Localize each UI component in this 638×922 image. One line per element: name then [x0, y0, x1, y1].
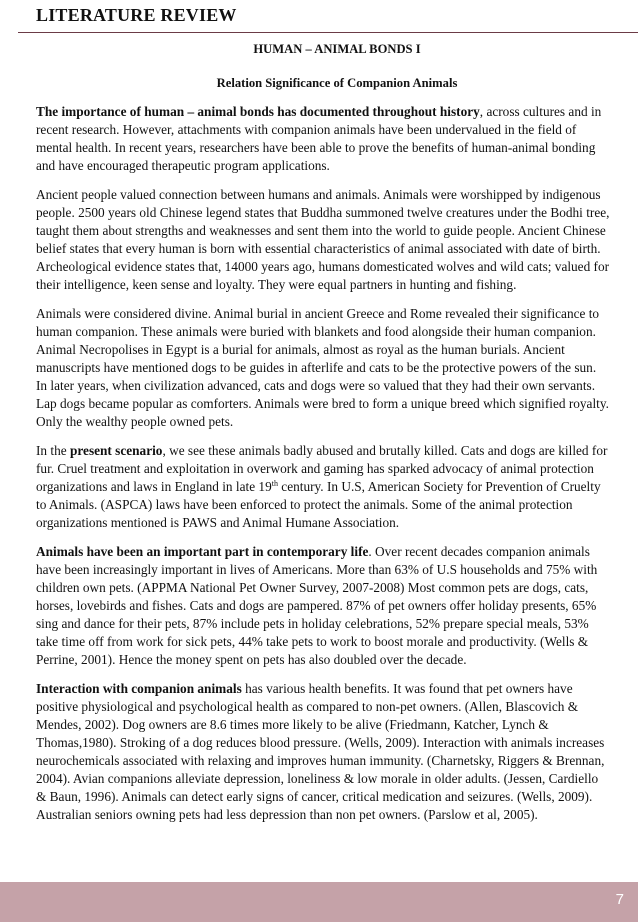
document-body [36, 40, 610, 824]
paragraph-importance [36, 103, 610, 175]
main-heading: HUMAN – ANIMAL BONDS I [253, 42, 421, 56]
sub-heading: Relation Significance of Companion Animals [216, 76, 458, 90]
paragraph-text: century. In U.S, American Society for Prevention of Cruelty to Animals. (ASPCA) laws have been enforced to protect the animals. Some of the animal protection organizations mentioned is PAWS and Animal Humane Association. [36, 479, 601, 530]
paragraph-ancient-people: Ancient people valued connection between humans and animals. Animals were worshipped by indigenous people. 2500 years old Chinese legend states that Buddha summoned twelve creatures under the Bodhi tree, taught them about strengths and weaknesses and sent them into the world to guide people. Ancient Chinese belief states that every human is born with essential characteristics of animal associated with date of birth. Archeological evidence states that, 14000 years ago, humans domesticated wolves and wild cats; valued for their intelligence, keen sense and loyalty. They were equal partners in hunting and fishing. [36, 187, 610, 292]
superscript-suffix: th [271, 479, 278, 488]
header-divider [18, 32, 638, 33]
paragraph-text: . Over recent decades companion animals have been increasingly important in lives of Americans. More than 63% of U.S households and 75% with children own pets. (APPMA National Pet Owner Survey, 2007-2008) Most common pets are dogs, cats, horses, lovebirds and fishes. Cats and dogs are pampered. 87% of pet owners offer holiday presents, 65% sing and dance for their pets, 87% include pets in holiday celebrations, 52% prepare special meals, 53% take time off from work for sick pets, 44% take pets to work to boost morale and productivity. (Wells & Perrine, 2001). Hence the money spent on pets has also doubled over the decade. [36, 544, 598, 667]
paragraph-inline-bold: present scenario [69, 443, 163, 458]
section-title: LITERATURE REVIEW [36, 5, 237, 25]
paragraph-lead-bold: Animals have been an important part in contemporary life [36, 544, 369, 559]
paragraph-text: , we see these animals badly abused and brutally killed. Cats and dogs are killed for fur. Cruel treatment and exploitation in overwork and gaming has sparked advocacy of animal protection organizations and laws in England in late 19 [36, 443, 608, 494]
paragraph-lead-bold: Interaction with companion animals [36, 681, 242, 696]
paragraph-lead-bold: The importance of human – animal bonds has documented throughout history [36, 104, 480, 119]
paragraph-text: In the [36, 443, 70, 458]
paragraph-contemporary-life [36, 543, 610, 669]
paragraph-animals-divine: Animals were considered divine. Animal burial in ancient Greece and Rome revealed their significance to human companion. These animals were buried with blankets and food alongside their human companion. Animal Necropolises in Egypt is a burial for animals, almost as royal as the human burials. Ancient manuscripts have mentioned dogs to be guides in afterlife and cats to be the protective powers of the sun. In later years, when civilization advanced, cats and dogs were so valued that they had their own servants. Lap dogs became popular as comforters. Animals were bred to form a unique breed which signified royalty. Only the wealthy people owned pets. [36, 306, 609, 429]
paragraph-text: , across cultures and in recent research. However, attachments with companion animals have been undervalued in the field of mental health. In recent years, researchers have been able to prove the benefits of human-animal bonding and have encouraged therapeutic program applications. [36, 104, 602, 173]
paragraph-health-benefits [36, 680, 610, 824]
page-header [0, 0, 638, 38]
paragraph-text: has various health benefits. It was found that pet owners have positive physiological and psychological health as compared to non-pet owners. (Allen, Blascovich & Mendes, 2002). Dog owners are 8.6 times more likely to be alive (Friedmann, Katcher, Lynch & Thomas,1980). Stroking of a dog reduces blood pressure. (Wells, 2009). Interaction with animals increases neurochemicals associated with relaxing and improves human immunity. (Charnetsky, Riggers & Brennan, 2004). Avian companions alleviate depression, loneliness & low morale in older adults. (Jessen, Cardiello & Baun, 1996). Animals can detect early signs of cancer, critical medication and seizures. (Wells, 2009). Australian seniors owning pets had less depression than non pet owners. (Parslow et al, 2005). [36, 681, 605, 822]
page-footer-bar [0, 882, 638, 922]
paragraph-present-scenario [36, 442, 610, 532]
page-number: 7 [615, 891, 624, 908]
